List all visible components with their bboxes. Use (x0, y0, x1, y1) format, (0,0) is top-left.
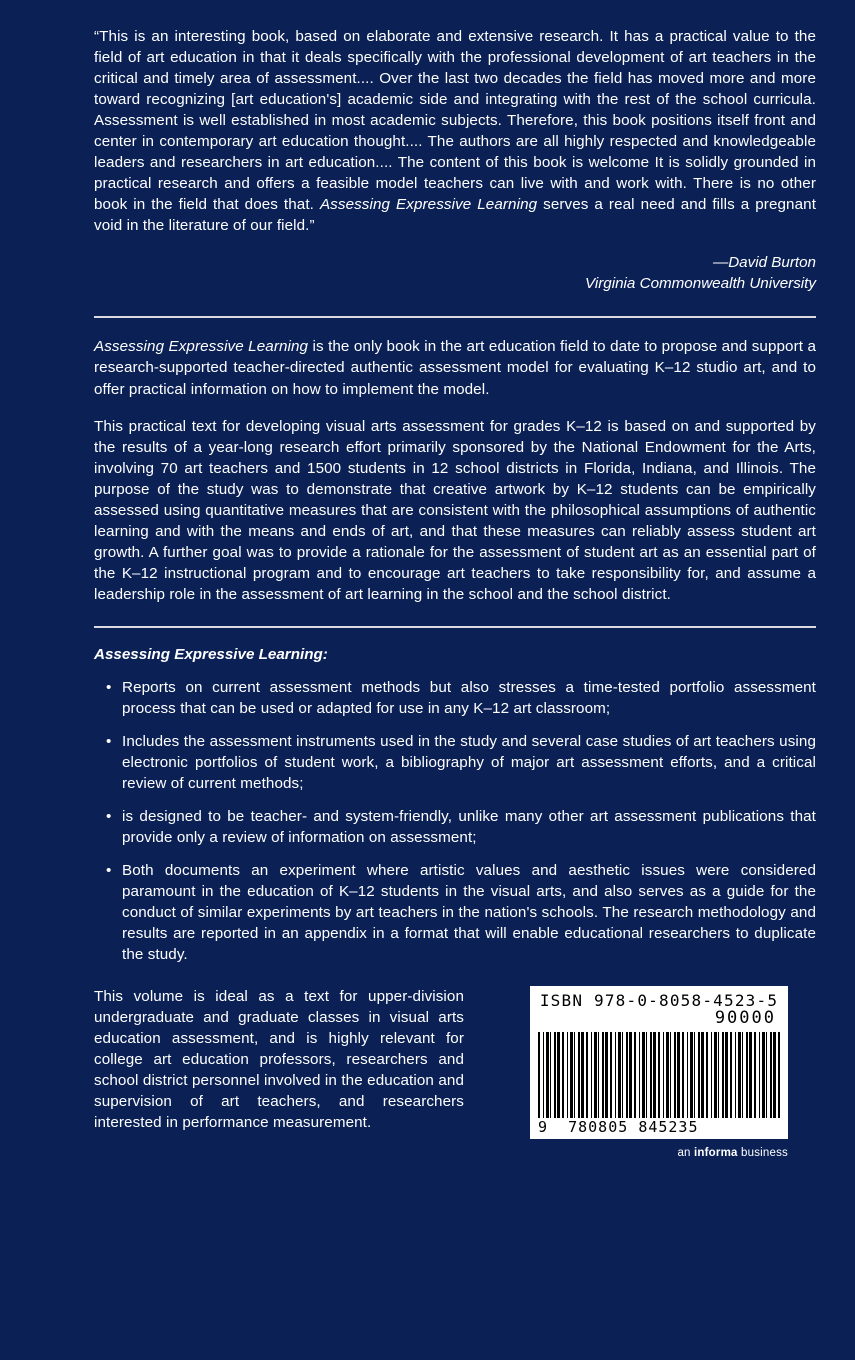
reviewer-name: —David Burton (713, 254, 816, 272)
audience-paragraph: This volume is ideal as a text for upper-division undergraduate and graduate classes in visual arts education assessment, and is highly relevant for college art education professors, researchers and school district personnel involved in the education and supervision of art teachers, and researchers interested in performance measurement. (94, 987, 464, 1131)
isbn-barcode (530, 986, 788, 1140)
review-quote-part2: serves a real need and fills a pregnant void in the literature of our field.” (94, 196, 817, 235)
review-attribution (94, 253, 816, 295)
description-paragraph-1 (94, 336, 816, 399)
divider-top (94, 316, 816, 318)
imprint-prefix: an (677, 1147, 695, 1160)
list-item: • Both documents an experiment where artistic values and aesthetic issues were considered paramount in the education of K–12 students in the visual arts, and also serves as a guide for the conduct of similar experiments by art teachers in the nation's schools. The research methodology and results are reported in an appendix in a format that will enable educational researchers to duplicate the study. (94, 860, 816, 965)
barcode-bars (538, 1032, 780, 1118)
imprint-suffix: business (737, 1147, 788, 1160)
review-quote-part1: “This is an interesting book, based on elaborate and extensive research. It has a practical value to the field of art education in that it deals specifically with the professional development of art teachers in the critical and timely area of assessment.... Over the last two decades the field has moved more and more toward recognizing [art education's] academic side and integrating with the rest of the school curricula. Assessment is well established in most academic subjects. Therefore, this book positions itself front and center in contemporary art education thought.... The authors are all highly respected and knowledgeable leaders and researchers in art education.... The content of this book is welcome It is solidly grounded in practical research and offers a feasible model teachers can live with and work with. There is no other book in the field that does that. (94, 28, 816, 214)
barcode-digits-right: 845235 (638, 1117, 699, 1136)
description-paragraph-2: This practical text for developing visual arts assessment for grades K–12 is based on and supported by the results of a year-long research effort primarily sponsored by the National Endowment for the Arts, involving 70 art teachers and 1500 students in 12 school districts in Florida, Indiana, and Illinois. The purpose of the study was to demonstrate that creative artwork by K–12 students can be empirically assessed using quantitative measures that are consistent with the philosophical assumptions of authentic learning and with the means and ends of art, and that these measures can reliably assess student art growth. A further goal was to provide a rationale for the assessment of student art as an essential part of the K–12 instructional program and to encourage art teachers to take responsibility for, and assume a leadership role in the assessment of art learning in the school and the school district. (94, 417, 816, 603)
list-item: • Reports on current assessment methods but also stresses a time-tested portfolio assessment process that can be used or adapted for use in any K–12 art classroom; (94, 677, 816, 719)
divider-middle (94, 626, 816, 628)
review-quote-block (94, 26, 816, 236)
imprint-brand: informa (694, 1147, 738, 1160)
publisher-imprint (530, 1147, 788, 1159)
reviewer-affiliation: Virginia Commonwealth University (585, 275, 816, 293)
barcode-digit-left: 9 (538, 1117, 549, 1136)
list-item: • is designed to be teacher- and system-friendly, unlike many other art assessment publications that provide only a review of information on assessment; (94, 806, 816, 848)
barcode-area (530, 986, 788, 1160)
bottom-section (94, 986, 854, 1160)
description-paragraph-1-rest: is the only book in the art education field to date to propose and support a research-supported teacher-directed authentic assessment model for evaluating K–12 studio art, and to offer practical information on how to implement the model. (94, 338, 816, 398)
isbn-text: ISBN 978-0-8058-4523-5 (539, 990, 779, 1010)
features-list (94, 677, 816, 966)
features-heading: Assessing Expressive Learning: (94, 645, 328, 663)
list-item: • Includes the assessment instruments used in the study and several case studies of art teachers using electronic portfolios of student work, a bibliography of major art assessment efforts, and a critical review of current methods; (94, 731, 816, 794)
description-booktitle: Assessing Expressive Learning (94, 338, 309, 356)
barcode-digits-mid: 780805 (568, 1117, 629, 1136)
price-code-text: 90000 (714, 1008, 776, 1029)
review-quote-booktitle: Assessing Expressive Learning (319, 196, 538, 214)
barcode-digits (538, 1119, 780, 1136)
